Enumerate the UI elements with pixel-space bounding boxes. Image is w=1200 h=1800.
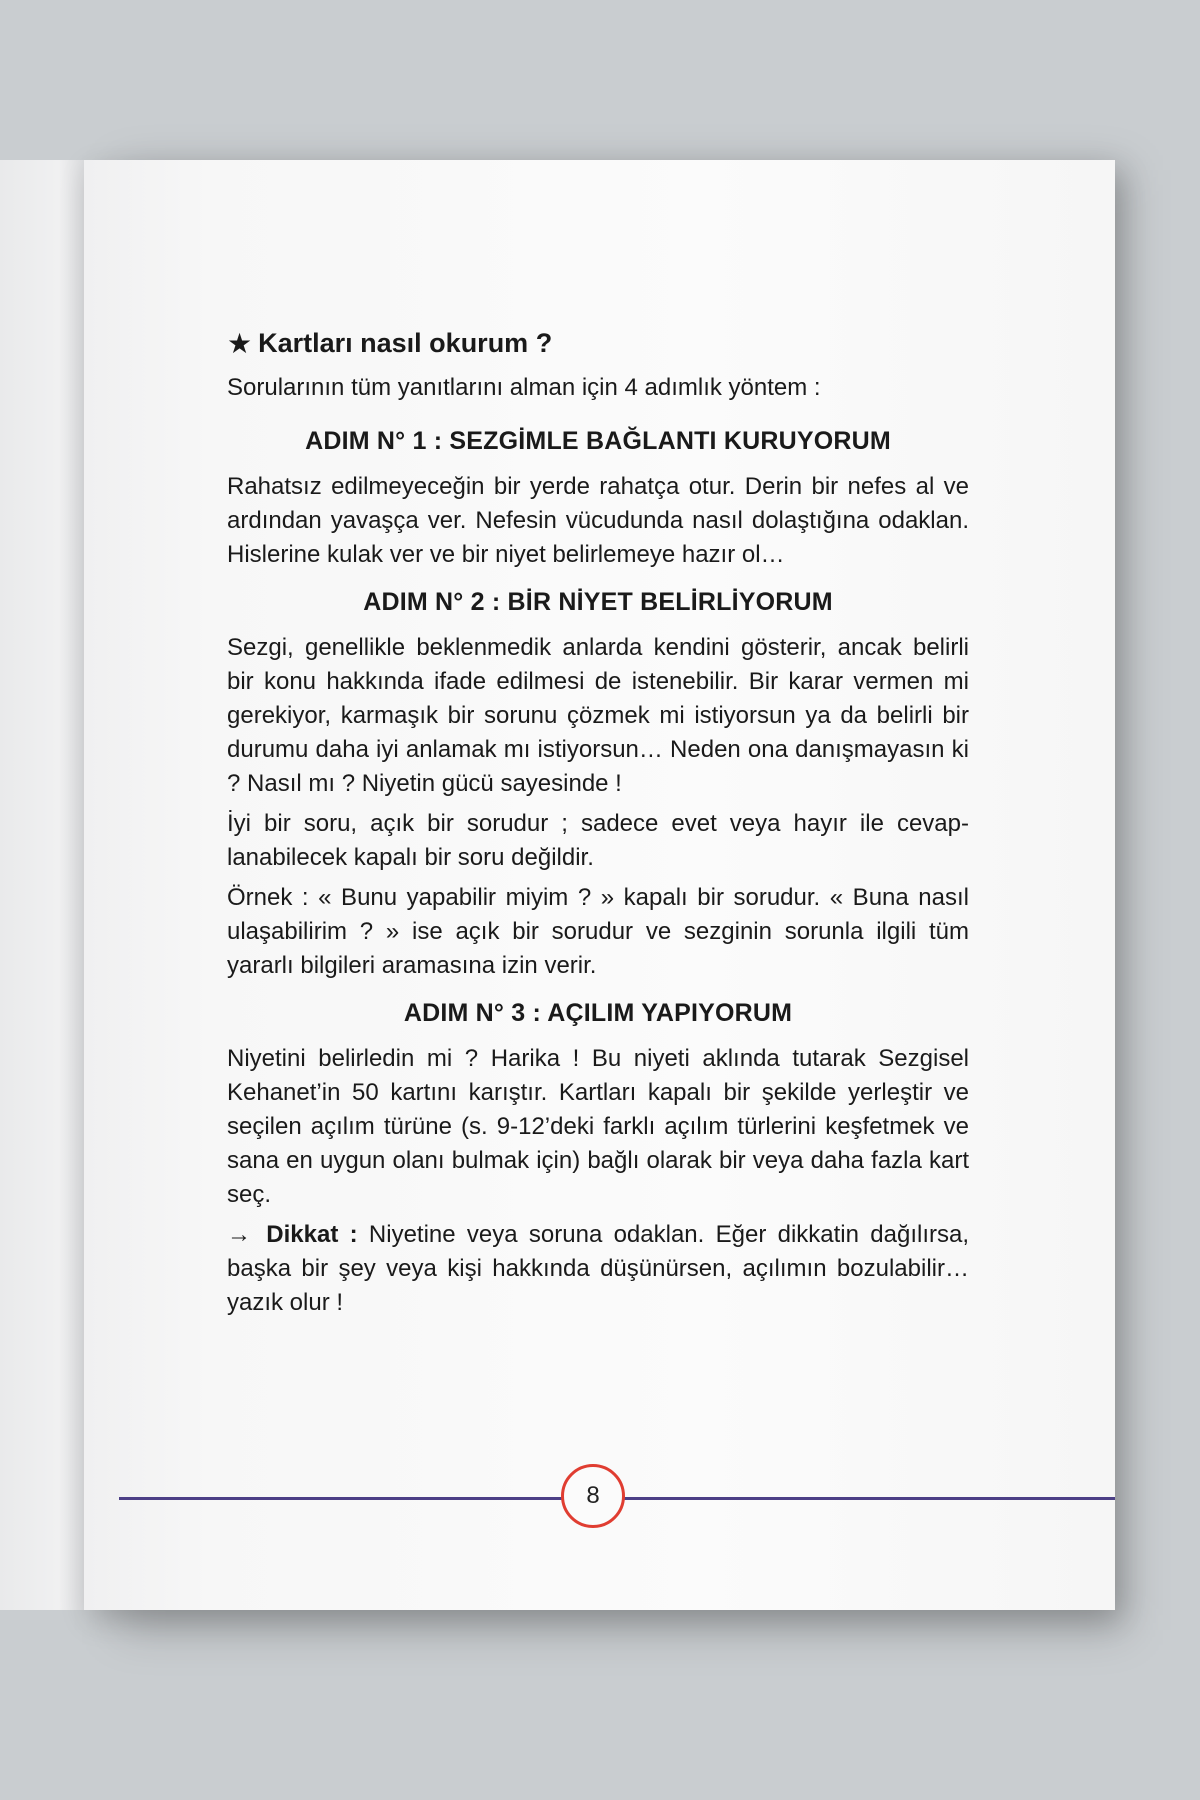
intro-text: Sorularının tüm yanıtlarını alman için 4 adımlık yöntem : <box>227 374 821 401</box>
attention-text: Niyetine veya soruna odaklan. Eğer dikkatin dağılırsa, başka bir şey veya kişi hakkında düşünürsen, açılımın bozulabilir… yazık olur ! <box>227 1221 969 1316</box>
attention-note <box>227 1218 969 1320</box>
facing-page-edge <box>0 160 84 1610</box>
step-1-paragraph: Rahatsız edilmeyeceğin bir yerde rahatça otur. Derin bir nefes al ve ardından yavaşça ver. Nefesin vücudunda nasıl dolaştığına odaklan. Hislerine kulak ver ve bir niyet belirlemeye hazır ol… <box>227 473 969 568</box>
step-3-paragraph: Niyetini belirledin mi ? Harika ! Bu niyeti aklında tutarak Sezgisel Kehanet’in 50 kartını karıştır. Kartları kapalı bir şekilde yerleştir ve seçilen açılım türüne (s. 9-12’deki farklı açılım türlerini keşfetmek ve sana en uygun olanı bulmak için) bağlı olarak bir veya daha fazla kart seç. <box>227 1045 969 1208</box>
step-1-title: ADIM N° 1 : SEZGİMLE BAĞLANTI KURUYORUM <box>305 427 891 455</box>
step-3-title: ADIM N° 3 : AÇILIM YAPIYORUM <box>403 999 793 1027</box>
attention-label: Dikkat : <box>266 1221 358 1248</box>
page-heading <box>227 328 969 359</box>
step-2-paragraph-2: İyi bir soru, açık bir sorudur ; sadece evet veya hayır ile cevaplanabilecek kapalı bir soru değildir. <box>227 810 969 871</box>
page-number: 8 <box>561 1464 625 1528</box>
arrow-right-icon: → <box>227 1221 251 1248</box>
star-icon: ★ <box>227 327 253 359</box>
page-content <box>227 328 969 1320</box>
step-2-title: ADIM N° 2 : BİR NİYET BELİRLİYORUM <box>363 588 833 616</box>
step-2-paragraph-3: Örnek : « Bunu yapabilir miyim ? » kapalı bir sorudur. « Buna nasıl ulaşabilirim ? » ise açık bir sorudur ve sezginin sorunla ilgili tüm yararlı bilgileri aramasına izin verir. <box>227 884 969 979</box>
heading-text: Kartları nasıl okurum ? <box>258 328 553 358</box>
step-2-paragraph-1: Sezgi, genellikle beklenmedik anlarda kendini gösterir, ancak belirli bir konu hakkında ifade edilmesi de istenebilir. Bir karar vermen mi gerekiyor, karmaşık bir sorunu çözmek mi istiyorsun ya da belirli bir durumu daha iyi anlamak mı istiyorsun… Neden ona danışmayasın ki ? Nasıl mı ? Niyetin gücü sayesinde ! <box>227 634 969 797</box>
book-page <box>84 160 1115 1610</box>
